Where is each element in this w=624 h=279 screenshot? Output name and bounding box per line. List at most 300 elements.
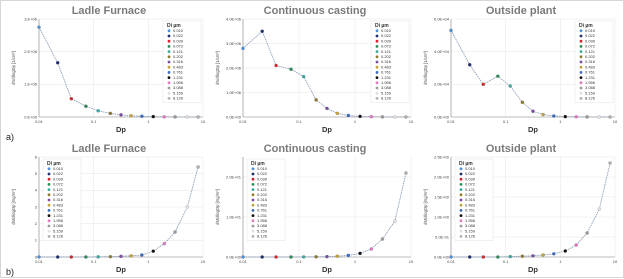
data-point bbox=[564, 115, 567, 118]
data-point bbox=[381, 237, 384, 240]
data-point bbox=[174, 230, 177, 233]
y-axis-label: dM/dlogDp [mg/m³] bbox=[11, 189, 16, 225]
y-axis-label: dM/dlogDp [mg/m³] bbox=[215, 189, 220, 225]
data-point bbox=[152, 115, 155, 118]
y-tick-label: 2.0E+01 bbox=[225, 174, 241, 180]
legend-marker bbox=[48, 219, 51, 222]
legend-item: 3.088 bbox=[381, 85, 392, 91]
data-point bbox=[468, 255, 471, 258]
data-point bbox=[482, 255, 485, 258]
legend-marker bbox=[252, 225, 255, 228]
legend-item: 8.126 bbox=[381, 95, 392, 101]
legend-item: 8.126 bbox=[257, 233, 268, 239]
data-point bbox=[274, 255, 277, 258]
chart-panel bbox=[215, 143, 414, 274]
legend-marker bbox=[460, 167, 463, 170]
legend-title: Di µm bbox=[459, 161, 473, 167]
legend-item: 0.121 bbox=[381, 48, 392, 54]
y-tick-label: 2.0E+06 bbox=[225, 65, 241, 71]
legend-item: 0.010 bbox=[465, 166, 476, 171]
legend-item: 0.202 bbox=[257, 192, 268, 197]
legend-marker bbox=[580, 61, 583, 64]
x-axis-label: Dp bbox=[528, 125, 538, 134]
legend-item: 0.072 bbox=[585, 43, 596, 49]
legend-item: 0.072 bbox=[257, 181, 268, 187]
data-point bbox=[261, 255, 264, 258]
legend-marker bbox=[48, 167, 51, 170]
legend-item: 1.231 bbox=[585, 74, 596, 80]
legend-marker bbox=[252, 188, 255, 191]
y-tick-label: 3.E+06 bbox=[24, 16, 37, 22]
legend-title: Di µm bbox=[47, 161, 61, 167]
x-tick-label: 0.01 bbox=[35, 119, 43, 124]
data-point bbox=[449, 255, 452, 258]
data-point bbox=[129, 114, 132, 117]
legend-marker bbox=[48, 193, 51, 196]
x-tick-label: 0.1 bbox=[90, 259, 97, 264]
legend-item: 1.231 bbox=[173, 74, 184, 80]
data-point bbox=[302, 75, 305, 78]
legend-item: 1.956 bbox=[53, 218, 64, 223]
x-tick-label: 0.1 bbox=[502, 119, 509, 124]
legend-item: 8.126 bbox=[585, 95, 596, 101]
data-point bbox=[314, 255, 317, 258]
data-point bbox=[521, 255, 524, 258]
data-point bbox=[336, 255, 339, 258]
chart-panel bbox=[423, 5, 618, 134]
legend-item: 0.316 bbox=[257, 197, 268, 203]
data-point bbox=[84, 255, 87, 258]
legend-item: 0.010 bbox=[257, 166, 268, 171]
y-tick-label: 3 bbox=[34, 204, 37, 210]
data-point bbox=[84, 105, 87, 108]
x-tick-label: 0.01 bbox=[447, 119, 455, 124]
legend-title: Di µm bbox=[579, 23, 593, 29]
legend-marker bbox=[580, 40, 583, 43]
data-point bbox=[608, 161, 611, 164]
x-tick-label: 10 bbox=[408, 119, 414, 124]
x-tick-label: 0.1 bbox=[296, 259, 302, 264]
legend-marker bbox=[48, 178, 51, 181]
data-point bbox=[598, 115, 601, 118]
data-point bbox=[404, 115, 407, 118]
y-tick-label: 0.0E+00 bbox=[225, 114, 241, 120]
legend-marker bbox=[580, 55, 583, 58]
row-label-b: b) bbox=[6, 267, 15, 277]
legend-marker bbox=[376, 61, 379, 64]
chart-title: Ladle Furnace bbox=[71, 5, 147, 17]
data-point bbox=[575, 243, 578, 246]
x-tick-label: 0.01 bbox=[239, 119, 247, 124]
x-tick-label: 0.1 bbox=[90, 119, 97, 124]
x-tick-label: 10 bbox=[200, 119, 206, 124]
legend-item: 3.088 bbox=[173, 85, 184, 91]
legend-marker bbox=[460, 183, 463, 186]
chart-panel bbox=[11, 143, 206, 274]
data-point bbox=[358, 115, 361, 118]
chart-panel bbox=[11, 5, 206, 134]
data-point bbox=[598, 207, 601, 210]
y-tick-label: 2.E+06 bbox=[24, 48, 37, 54]
legend-item: 5.159 bbox=[173, 90, 184, 96]
x-axis-label: Dp bbox=[322, 265, 332, 274]
legend-item: 1.956 bbox=[585, 80, 596, 85]
charts-canvas bbox=[1, 1, 624, 279]
legend-marker bbox=[168, 50, 171, 53]
y-tick-label: 0 bbox=[34, 254, 37, 260]
y-tick-label: 2 bbox=[34, 220, 37, 226]
legend-marker bbox=[48, 230, 51, 233]
data-point bbox=[325, 107, 328, 110]
legend-item: 8.126 bbox=[465, 233, 476, 239]
y-tick-label: 3.0E+06 bbox=[225, 40, 241, 46]
legend-item: 5.159 bbox=[381, 90, 392, 96]
legend-marker bbox=[252, 214, 255, 217]
legend-title: Di µm bbox=[375, 23, 389, 29]
data-point bbox=[393, 115, 396, 118]
y-tick-label: 6.0E+04 bbox=[433, 16, 449, 22]
y-tick-label: 0.0E+00 bbox=[225, 254, 241, 260]
chart-title: Outside plant bbox=[485, 5, 557, 17]
legend-item: 0.483 bbox=[585, 64, 596, 70]
legend-marker bbox=[252, 199, 255, 202]
data-point bbox=[70, 97, 73, 100]
legend-marker bbox=[580, 50, 583, 53]
legend-item: 0.022 bbox=[53, 171, 64, 177]
legend-item: 0.039 bbox=[257, 176, 268, 182]
y-axis-label: dN/dlogDp [1/cm³] bbox=[423, 51, 428, 85]
legend-marker bbox=[252, 173, 255, 176]
legend-marker bbox=[376, 71, 379, 74]
legend-item: 1.956 bbox=[257, 218, 268, 223]
legend-marker bbox=[580, 97, 583, 100]
legend-item: 5.159 bbox=[585, 90, 596, 96]
chart-title: Ladle Furnace bbox=[71, 143, 147, 155]
data-point bbox=[541, 253, 544, 256]
data-point bbox=[531, 254, 534, 257]
x-tick-label: 1 bbox=[353, 259, 357, 264]
legend-marker bbox=[168, 40, 171, 43]
legend-marker bbox=[168, 92, 171, 95]
legend-marker bbox=[48, 225, 51, 228]
legend-item: 0.202 bbox=[53, 192, 64, 197]
legend-marker bbox=[460, 193, 463, 196]
legend-marker bbox=[580, 71, 583, 74]
legend-marker bbox=[376, 29, 379, 32]
data-point bbox=[608, 115, 611, 118]
data-point bbox=[109, 112, 112, 115]
data-point bbox=[289, 68, 292, 71]
data-point bbox=[56, 255, 59, 258]
legend-marker bbox=[252, 209, 255, 212]
y-tick-label: 0.0E+00 bbox=[433, 114, 449, 120]
chart-title: Continuous casting bbox=[263, 5, 367, 17]
legend-item: 0.022 bbox=[381, 33, 392, 39]
legend-item: 0.121 bbox=[465, 186, 476, 192]
legend-marker bbox=[48, 199, 51, 202]
y-tick-label: 2.5E+00 bbox=[433, 154, 449, 160]
legend-marker bbox=[376, 45, 379, 48]
legend-item: 0.761 bbox=[585, 69, 596, 75]
legend-item: 8.126 bbox=[53, 233, 64, 239]
legend-item: 0.121 bbox=[257, 186, 268, 192]
legend-item: 0.483 bbox=[173, 64, 184, 70]
legend-marker bbox=[376, 66, 379, 69]
legend-marker bbox=[252, 178, 255, 181]
data-point bbox=[468, 63, 471, 66]
legend-marker bbox=[460, 188, 463, 191]
legend-item: 0.483 bbox=[257, 202, 268, 208]
legend-item: 0.039 bbox=[53, 176, 64, 182]
legend-marker bbox=[460, 219, 463, 222]
data-point bbox=[552, 252, 555, 255]
legend-item: 0.316 bbox=[53, 197, 64, 203]
data-point bbox=[393, 219, 396, 222]
y-tick-label: 5.0E-01 bbox=[434, 234, 449, 240]
legend-item: 0.121 bbox=[53, 186, 64, 192]
legend-marker bbox=[376, 81, 379, 84]
legend-marker bbox=[48, 183, 51, 186]
data-point bbox=[34, 254, 40, 260]
data-point bbox=[119, 255, 122, 258]
data-point bbox=[119, 113, 122, 116]
data-point bbox=[347, 114, 350, 117]
legend-marker bbox=[376, 92, 379, 95]
chart-title: Continuous casting bbox=[263, 143, 367, 155]
legend-marker bbox=[48, 209, 51, 212]
chart-title: Outside plant bbox=[485, 143, 557, 155]
data-point bbox=[129, 254, 132, 257]
data-point bbox=[325, 255, 328, 258]
data-point bbox=[174, 115, 177, 118]
y-tick-label: 5 bbox=[34, 170, 37, 176]
data-point bbox=[509, 255, 512, 258]
legend-marker bbox=[580, 66, 583, 69]
y-tick-label: 1.0E+01 bbox=[225, 214, 241, 220]
legend-marker bbox=[580, 92, 583, 95]
data-point bbox=[186, 115, 189, 118]
legend-marker bbox=[48, 235, 51, 238]
data-point bbox=[97, 109, 100, 112]
legend-marker bbox=[376, 35, 379, 38]
legend-marker bbox=[168, 61, 171, 64]
y-tick-label: 1.0E+00 bbox=[433, 214, 449, 220]
x-tick-label: 0.01 bbox=[239, 259, 247, 264]
legend-item: 0.761 bbox=[465, 207, 476, 213]
legend-marker bbox=[460, 173, 463, 176]
legend-item: 0.072 bbox=[465, 181, 476, 187]
legend-marker bbox=[460, 199, 463, 202]
legend-item: 0.022 bbox=[173, 33, 184, 39]
data-point bbox=[314, 98, 317, 101]
legend-item: 0.202 bbox=[465, 192, 476, 197]
data-point bbox=[521, 101, 524, 104]
legend-marker bbox=[168, 29, 171, 32]
legend-title: Di µm bbox=[167, 23, 181, 29]
legend-marker bbox=[252, 219, 255, 222]
legend-item: 1.231 bbox=[53, 212, 64, 218]
legend-item: 0.483 bbox=[53, 202, 64, 208]
legend-item: 0.010 bbox=[381, 28, 392, 33]
legend-item: 0.316 bbox=[173, 59, 184, 65]
x-axis-label: Dp bbox=[322, 125, 332, 134]
legend-marker bbox=[252, 230, 255, 233]
legend-item: 1.231 bbox=[257, 212, 268, 218]
legend-item: 1.231 bbox=[381, 74, 392, 80]
y-tick-label: 1.E+06 bbox=[24, 81, 37, 87]
legend-marker bbox=[168, 71, 171, 74]
legend-item: 0.010 bbox=[53, 166, 64, 171]
y-tick-label: 2.0E+00 bbox=[433, 174, 449, 180]
legend-item: 0.761 bbox=[173, 69, 184, 75]
y-tick-label: 4.0E+06 bbox=[225, 16, 241, 22]
data-point bbox=[70, 255, 73, 258]
legend-item: 1.231 bbox=[465, 212, 476, 218]
row-label-a: a) bbox=[6, 132, 15, 142]
data-point bbox=[552, 114, 555, 117]
legend-marker bbox=[460, 235, 463, 238]
x-tick-label: 10 bbox=[408, 259, 414, 264]
legend-marker bbox=[48, 173, 51, 176]
x-tick-label: 1 bbox=[559, 119, 562, 124]
legend-item: 0.121 bbox=[585, 48, 596, 54]
legend-item: 1.956 bbox=[465, 218, 476, 223]
x-tick-label: 10 bbox=[200, 259, 206, 264]
chart-panel bbox=[423, 143, 618, 274]
y-tick-label: 1.5E+00 bbox=[433, 194, 449, 200]
legend-item: 0.072 bbox=[381, 43, 392, 49]
legend-marker bbox=[580, 29, 583, 32]
y-tick-label: 4.0E+04 bbox=[433, 48, 449, 54]
data-point bbox=[261, 30, 264, 33]
data-point bbox=[586, 231, 589, 234]
legend-item: 0.039 bbox=[585, 38, 596, 44]
legend-item: 0.121 bbox=[173, 48, 184, 54]
legend-marker bbox=[168, 66, 171, 69]
legend-item: 0.761 bbox=[381, 69, 392, 75]
data-point bbox=[241, 47, 244, 50]
legend-item: 0.483 bbox=[381, 64, 392, 70]
legend-item: 0.022 bbox=[465, 171, 476, 177]
legend-marker bbox=[168, 35, 171, 38]
legend-marker bbox=[580, 45, 583, 48]
legend-item: 0.010 bbox=[585, 28, 596, 33]
legend-marker bbox=[48, 188, 51, 191]
legend-item: 0.010 bbox=[173, 28, 184, 33]
data-point bbox=[347, 254, 350, 257]
x-tick-label: 0.1 bbox=[502, 259, 509, 264]
data-point bbox=[564, 249, 567, 252]
legend-item: 0.072 bbox=[53, 181, 64, 187]
legend-marker bbox=[580, 87, 583, 90]
legend-item: 0.039 bbox=[465, 176, 476, 182]
x-tick-label: 1 bbox=[353, 119, 357, 124]
data-point bbox=[163, 115, 166, 118]
legend-marker bbox=[168, 97, 171, 100]
legend-item: 0.022 bbox=[585, 33, 596, 39]
data-point bbox=[186, 205, 189, 208]
legend-marker bbox=[376, 40, 379, 43]
y-tick-label: 2.0E+04 bbox=[433, 81, 449, 87]
legend-item: 0.202 bbox=[381, 54, 392, 59]
data-point bbox=[531, 110, 534, 113]
legend-marker bbox=[48, 204, 51, 207]
legend-title: Di µm bbox=[251, 161, 265, 167]
data-point bbox=[370, 247, 373, 250]
data-point bbox=[358, 252, 361, 255]
legend-marker bbox=[460, 225, 463, 228]
legend-marker bbox=[48, 214, 51, 217]
x-axis-label: Dp bbox=[528, 265, 538, 274]
data-point bbox=[196, 115, 199, 118]
legend-marker bbox=[168, 45, 171, 48]
legend-marker bbox=[252, 235, 255, 238]
data-point bbox=[509, 84, 512, 87]
data-point bbox=[449, 29, 452, 32]
y-axis-label: dN/dlogDp [1/cm³] bbox=[215, 51, 220, 85]
legend-marker bbox=[376, 50, 379, 53]
legend-marker bbox=[252, 193, 255, 196]
data-point bbox=[56, 61, 59, 64]
legend-item: 1.956 bbox=[381, 80, 392, 85]
legend-item: 0.316 bbox=[465, 197, 476, 203]
legend-item: 0.072 bbox=[173, 43, 184, 49]
legend-marker bbox=[376, 87, 379, 90]
y-tick-label: 4 bbox=[34, 187, 37, 193]
legend-item: 0.202 bbox=[585, 54, 596, 59]
legend-item: 3.088 bbox=[53, 223, 64, 229]
y-axis-label: dM/dlogDp [mg/m³] bbox=[423, 189, 428, 225]
data-point bbox=[152, 250, 155, 253]
legend-marker bbox=[252, 183, 255, 186]
legend-marker bbox=[460, 178, 463, 181]
legend-item: 3.088 bbox=[465, 223, 476, 229]
legend-marker bbox=[168, 76, 171, 79]
legend-item: 0.483 bbox=[465, 202, 476, 208]
x-axis-label: Dp bbox=[116, 125, 126, 134]
legend-item: 0.761 bbox=[53, 207, 64, 213]
legend-marker bbox=[252, 204, 255, 207]
x-tick-label: 10 bbox=[612, 119, 618, 124]
legend-item: 0.316 bbox=[585, 59, 596, 65]
legend-item: 8.126 bbox=[173, 95, 184, 101]
legend-item: 0.022 bbox=[257, 171, 268, 177]
data-point bbox=[274, 64, 277, 67]
y-tick-label: 0.E+00 bbox=[24, 114, 37, 120]
legend-marker bbox=[580, 81, 583, 84]
y-tick-label: 6 bbox=[34, 154, 37, 160]
x-axis-label: Dp bbox=[116, 265, 126, 274]
legend-marker bbox=[460, 204, 463, 207]
legend-item: 0.761 bbox=[257, 207, 268, 213]
y-axis-label: dN/dlogDp [1/cm³] bbox=[11, 51, 16, 85]
x-tick-label: 0.01 bbox=[35, 259, 43, 264]
legend-item: 0.202 bbox=[173, 54, 184, 59]
data-point bbox=[140, 115, 143, 118]
y-tick-label: 1.0E+06 bbox=[225, 89, 241, 95]
data-point bbox=[482, 83, 485, 86]
data-point bbox=[575, 115, 578, 118]
legend-marker bbox=[168, 87, 171, 90]
legend-marker bbox=[252, 167, 255, 170]
x-tick-label: 0.01 bbox=[447, 259, 455, 264]
legend-marker bbox=[168, 55, 171, 58]
data-point bbox=[496, 75, 499, 78]
x-tick-label: 10 bbox=[612, 259, 618, 264]
x-tick-label: 0.1 bbox=[296, 119, 302, 124]
legend-item: 0.316 bbox=[381, 59, 392, 65]
y-tick-label: 1 bbox=[34, 237, 37, 243]
